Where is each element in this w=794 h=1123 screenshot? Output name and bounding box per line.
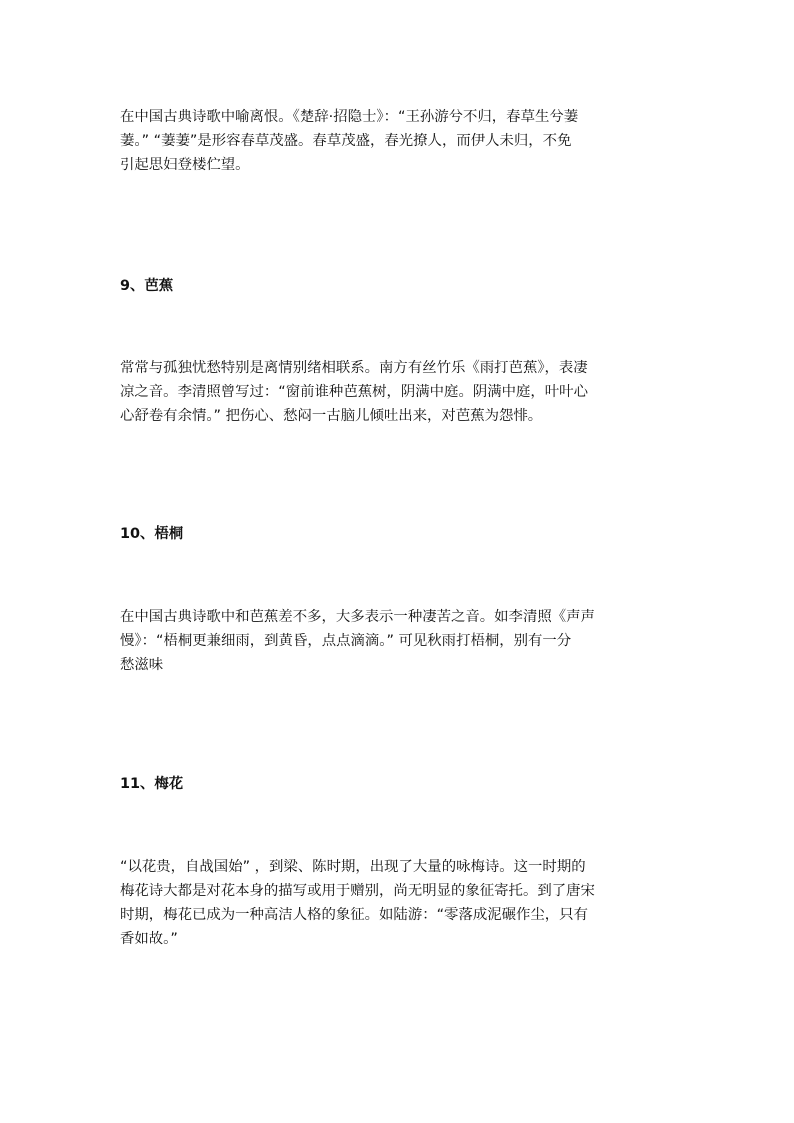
paragraph-line: “以花贵，自战国始” ，到梁、陈时期，出现了大量的咏梅诗。这一时期的: [120, 859, 586, 875]
paragraph-line: 心舒卷有余情。” 把伤心、愁闷一古脑儿倾吐出来，对芭蕉为怨悱。: [120, 408, 543, 424]
section-paragraph-plum-blossom: [120, 855, 676, 951]
paragraph-line: 香如故。”: [120, 931, 178, 947]
section-paragraph-banana: [120, 356, 676, 428]
paragraph-line: 时期，梅花已成为一种高洁人格的象征。如陆游：“零落成泥碾作尘，只有: [120, 907, 588, 923]
paragraph-line: 引起思妇登楼伫望。: [120, 157, 250, 173]
section-heading-banana: 9、芭蕉: [120, 278, 174, 294]
section-paragraph-phoenix-tree: [120, 605, 676, 677]
paragraph-line: 慢》：“梧桐更兼细雨，到黄昏，点点滴滴。” 可见秋雨打梧桐，别有一分: [120, 633, 572, 649]
paragraph-line: 常常与孤独忧愁特别是离情别绪相联系。南方有丝竹乐《雨打芭蕉》，表凄: [120, 360, 588, 376]
section-heading-phoenix-tree: 10、梧桐: [120, 526, 184, 542]
paragraph-line: 萋。” “萋萋”是形容春草茂盛。春草茂盛，春光撩人，而伊人未归，不免: [120, 133, 572, 149]
paragraph-line: 凉之音。李清照曾写过：“窗前谁种芭蕉树，阴满中庭。阴满中庭，叶叶心: [120, 384, 588, 400]
paragraph-line: 梅花诗大都是对花本身的描写或用于赠别，尚无明显的象征寄托。到了唐宋: [120, 883, 595, 899]
paragraph-line: 愁滋味: [120, 657, 164, 673]
intro-paragraph: [120, 105, 676, 177]
paragraph-line: 在中国古典诗歌中和芭蕉差不多，大多表示一种凄苦之音。如李清照《声声: [120, 609, 595, 625]
paragraph-line: 在中国古典诗歌中喻离恨。《楚辞·招隐士》：“王孙游兮不归，春草生兮萋: [120, 109, 579, 125]
section-heading-plum-blossom: 11、梅花: [120, 776, 184, 792]
